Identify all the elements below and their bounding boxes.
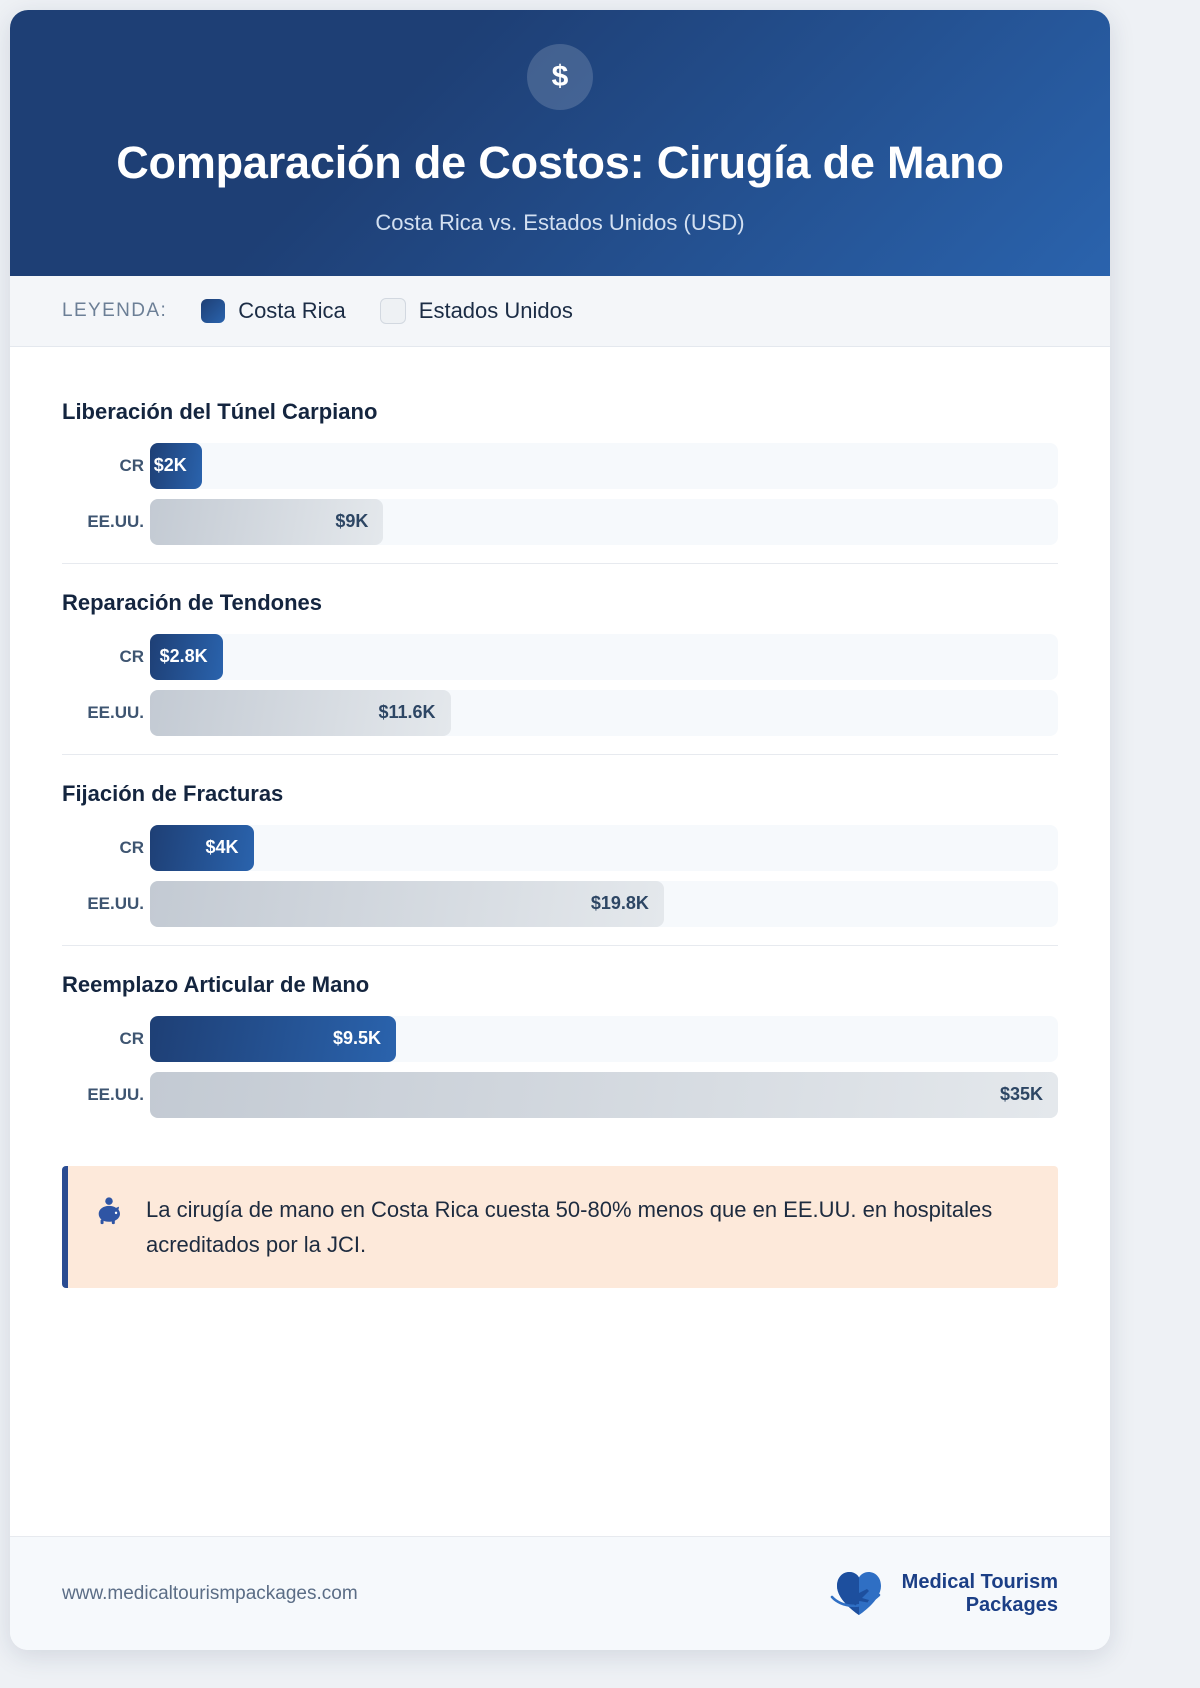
- comparison-group: [62, 373, 1058, 563]
- row-label-cr: CR: [119, 455, 144, 475]
- bar-track: [150, 634, 1058, 680]
- bar-value-label: $2.8K: [159, 646, 208, 667]
- legend-swatch-costa-rica: [201, 299, 225, 323]
- page-subtitle: Costa Rica vs. Estados Unidos (USD): [375, 209, 745, 235]
- bar-row-cr: [62, 1016, 1058, 1062]
- bar-estados-unidos: [150, 499, 383, 545]
- bar-row-us: [62, 881, 1058, 927]
- legend: [10, 276, 1110, 347]
- legend-item-estados-unidos: [380, 298, 573, 324]
- bar-track: [150, 1072, 1058, 1118]
- group-title: Reemplazo Articular de Mano: [62, 971, 370, 997]
- comparison-group: [62, 754, 1058, 945]
- bar-track: [150, 499, 1058, 545]
- group-title: Liberación del Túnel Carpiano: [62, 398, 378, 424]
- group-title: Reparación de Tendones: [62, 589, 322, 615]
- legend-title: LEYENDA:: [62, 299, 168, 321]
- footer-url[interactable]: www.medicaltourismpackages.com: [62, 1582, 358, 1604]
- row-label-us: EE.UU.: [87, 702, 144, 722]
- dollar-coin-icon: [527, 44, 593, 110]
- bar-track: [150, 443, 1058, 489]
- row-label-us: EE.UU.: [87, 1084, 144, 1104]
- bar-estados-unidos: [150, 1072, 1058, 1118]
- bar-row-us: [62, 499, 1058, 545]
- bar-row-us: [62, 690, 1058, 736]
- brand-line-1: Medical Tourism: [901, 1570, 1058, 1593]
- legend-label-costa-rica: Costa Rica: [238, 297, 346, 323]
- bar-value-label: $35K: [999, 1084, 1043, 1105]
- bar-value-label: $9.5K: [333, 1028, 382, 1049]
- group-title: Fijación de Fracturas: [62, 780, 284, 806]
- bar-track: [150, 1016, 1058, 1062]
- bar-track: [150, 690, 1058, 736]
- bar-costa-rica: [150, 443, 202, 489]
- callout-text: La cirugía de mano en Costa Rica cuesta 50-80% menos que en EE.UU. en hospitales acreditados por la JCI.: [146, 1196, 993, 1257]
- bar-value-label: $19.8K: [590, 893, 649, 914]
- legend-label-estados-unidos: Estados Unidos: [418, 297, 573, 323]
- footer: [10, 1536, 1110, 1650]
- bar-row-us: [62, 1072, 1058, 1118]
- brand-logo: [828, 1563, 1058, 1624]
- bar-costa-rica: [150, 1016, 396, 1062]
- piggy-bank-icon: [94, 1194, 124, 1228]
- header: [10, 10, 1110, 276]
- legend-item-costa-rica: [201, 298, 346, 324]
- page-title: Comparación de Costos: Cirugía de Mano: [116, 137, 1004, 188]
- callout-box: [62, 1166, 1058, 1288]
- bar-row-cr: [62, 825, 1058, 871]
- bar-value-label: $2K: [153, 455, 187, 476]
- bar-row-cr: [62, 443, 1058, 489]
- bar-value-label: $4K: [205, 837, 239, 858]
- bar-estados-unidos: [150, 690, 451, 736]
- chart-body: [10, 347, 1110, 1536]
- brand-line-2: Packages: [965, 1593, 1058, 1616]
- brand-text: [902, 1571, 1058, 1617]
- row-label-us: EE.UU.: [87, 893, 144, 913]
- bar-row-cr: [62, 634, 1058, 680]
- bar-costa-rica: [150, 825, 254, 871]
- bar-estados-unidos: [150, 881, 664, 927]
- row-label-cr: CR: [119, 646, 144, 666]
- bar-track: [150, 881, 1058, 927]
- dollar-glyph: $: [551, 60, 569, 93]
- legend-swatch-estados-unidos: [380, 298, 406, 324]
- bar-value-label: $11.6K: [378, 702, 436, 723]
- comparison-group: [62, 945, 1058, 1136]
- row-label-us: EE.UU.: [87, 511, 144, 531]
- infographic-card: [10, 10, 1110, 1650]
- bar-costa-rica: [150, 634, 223, 680]
- comparison-group: [62, 563, 1058, 754]
- bar-track: [150, 825, 1058, 871]
- bar-value-label: $9K: [335, 511, 369, 532]
- heart-plane-logo: [828, 1563, 890, 1624]
- row-label-cr: CR: [119, 1028, 144, 1048]
- row-label-cr: CR: [119, 837, 144, 857]
